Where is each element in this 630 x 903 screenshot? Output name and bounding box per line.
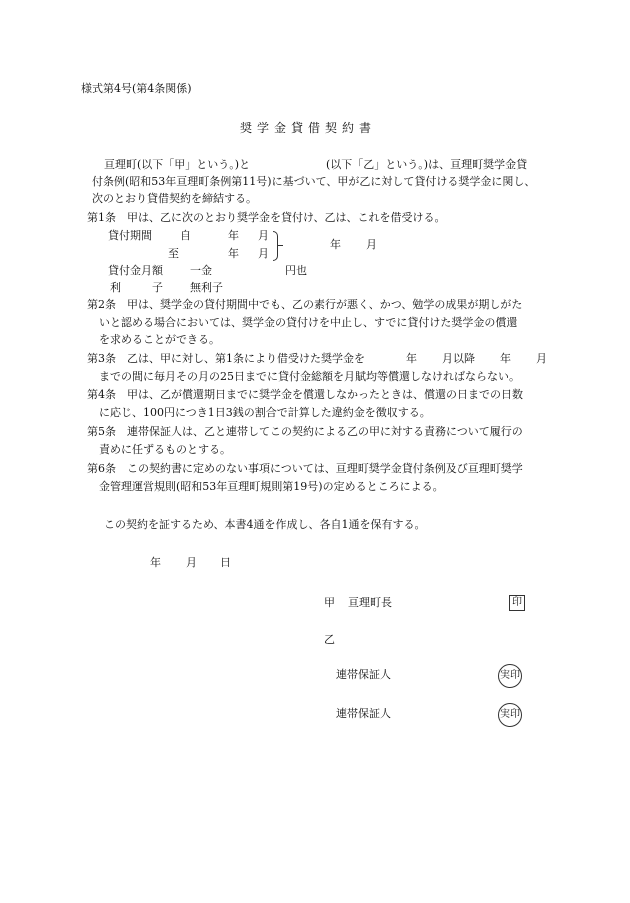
period-brace — [273, 231, 278, 261]
guarantor-2-label: 連帯保証人 — [336, 707, 391, 720]
monthly-amount-label: 貸付金月額 — [108, 264, 163, 277]
period-from-year: 年 — [228, 229, 239, 242]
real-seal-stamp-1: 実印 — [498, 664, 522, 688]
real-seal-stamp-2: 実印 — [498, 703, 522, 727]
seal-stamp: 印 — [509, 595, 525, 611]
date-year: 年 — [150, 556, 161, 569]
article-3-year-1: 年 — [406, 352, 417, 365]
article-2-line-2: いと認める場合においては、奨学金の貸付けを中止し、すでに貸付けた奨学金の償還 — [99, 316, 518, 329]
period-to-month: 月 — [258, 247, 269, 260]
party-kou-label: 甲 — [324, 596, 335, 609]
article-1: 第1条 甲は、乙に次のとおり奨学金を貸付け、乙は、これを借受ける。 — [87, 211, 446, 224]
amount-suffix: 円也 — [285, 264, 307, 277]
form-label: 様式第4号(第4条関係) — [81, 82, 192, 95]
period-total-year: 年 — [330, 238, 341, 251]
party-otsu-label: 乙 — [324, 633, 335, 646]
party-kou-name: 亘理町長 — [348, 596, 392, 609]
period-to-year: 年 — [228, 247, 239, 260]
interest-value: 無利子 — [190, 281, 223, 294]
article-3-month-since: 月以降 — [442, 352, 475, 365]
date-month: 月 — [186, 556, 197, 569]
article-4-line-1: 第4条 甲は、乙が償還期日までに奨学金を償還しなかったときは、償還の日までの日数 — [87, 388, 523, 401]
article-3-line-1a: 第3条 乙は、甲に対し、第1条により借受けた奨学金を — [87, 352, 365, 365]
article-6-line-1: 第6条 この契約書に定めのない事項については、亘理町奨学金貸付条例及び亘理町奨学 — [87, 462, 523, 475]
article-2-line-1: 第2条 甲は、奨学金の貸付期間中でも、乙の素行が悪く、かつ、勉学の成果が期しがた — [87, 298, 523, 311]
period-to: 至 — [168, 247, 179, 260]
article-2-line-3: を求めることができる。 — [99, 333, 220, 346]
intro-line-3: 次のとおり貸借契約を締結する。 — [92, 192, 257, 205]
loan-period-label: 貸付期間 — [108, 229, 152, 242]
document-title: 奨学金貸借契約書 — [240, 121, 377, 135]
intro-line-1a: 亘理町(以下「甲」という。)と — [104, 158, 251, 171]
period-from-month: 月 — [258, 229, 269, 242]
article-3-year-2: 年 — [500, 352, 511, 365]
article-3-month-2: 月 — [536, 352, 547, 365]
period-brace-tip — [278, 245, 283, 246]
article-5-line-1: 第5条 連帯保証人は、乙と連帯してこの契約による乙の甲に対する責務について履行の — [87, 425, 523, 438]
article-3-line-2: までの間に毎月その月の25日までに貸付金総額を月賦均等償還しなければならない。 — [99, 370, 520, 383]
period-from: 自 — [180, 229, 191, 242]
article-4-line-2: に応じ、100円につき1日3銭の割合で計算した違約金を徴収する。 — [99, 406, 431, 419]
interest-label-1: 利 — [110, 281, 121, 294]
intro-line-1b: (以下「乙」という。)は、亘理町奨学金貸 — [326, 158, 528, 171]
intro-line-2: 付条例(昭和53年亘理町条例第11号)に基づいて、甲が乙に対して貸付ける奨学金に関し、 — [92, 175, 536, 188]
closing-statement: この契約を証するため、本書4通を作成し、各自1通を保有する。 — [104, 518, 426, 531]
article-6-line-2: 金管理運営規則(昭和53年亘理町規則第19号)の定めるところによる。 — [99, 480, 444, 493]
amount-prefix: 一金 — [190, 264, 212, 277]
guarantor-1-label: 連帯保証人 — [336, 668, 391, 681]
article-5-line-2: 責めに任ずるものとする。 — [99, 443, 231, 456]
period-total-month: 月 — [366, 238, 377, 251]
date-day: 日 — [220, 556, 231, 569]
interest-label-2: 子 — [152, 281, 163, 294]
